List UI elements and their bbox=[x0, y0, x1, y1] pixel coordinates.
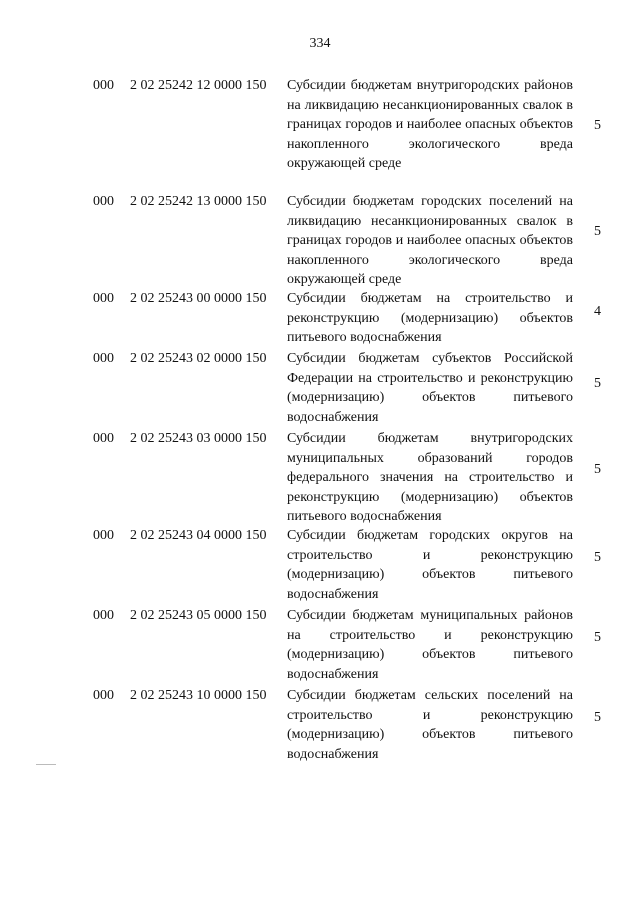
row-number: 5 bbox=[594, 118, 601, 133]
admin-code: 000 bbox=[93, 608, 114, 623]
admin-code: 000 bbox=[93, 688, 114, 703]
budget-classification-code: 2 02 25242 13 0000 150 bbox=[130, 194, 267, 209]
row-number: 5 bbox=[594, 710, 601, 725]
row-number: 4 bbox=[594, 304, 601, 319]
admin-code: 000 bbox=[93, 431, 114, 446]
budget-classification-code: 2 02 25242 12 0000 150 bbox=[130, 78, 267, 93]
budget-classification-code: 2 02 25243 10 0000 150 bbox=[130, 688, 267, 703]
row-description: Субсидии бюджетам субъектов Российской Федерации на строительство и реконструкцию (модернизацию) объектов питьевого водоснабжения bbox=[287, 351, 573, 425]
row-description: Субсидии бюджетам внутригородских районов на ликвидацию несанкционированных свалок в границах городов и наиболее опасных объектов накопленного экологического вреда окружающей среде bbox=[287, 78, 573, 171]
budget-classification-code: 2 02 25243 05 0000 150 bbox=[130, 608, 267, 623]
admin-code: 000 bbox=[93, 351, 114, 366]
row-number: 5 bbox=[594, 630, 601, 645]
budget-classification-code: 2 02 25243 00 0000 150 bbox=[130, 291, 267, 306]
row-number: 5 bbox=[594, 462, 601, 477]
row-description: Субсидии бюджетам муниципальных районов на строительство и реконструкцию (модернизацию) объектов питьевого водоснабжения bbox=[287, 608, 573, 682]
budget-classification-code: 2 02 25243 03 0000 150 bbox=[130, 431, 267, 446]
row-number: 5 bbox=[594, 550, 601, 565]
budget-classification-code: 2 02 25243 02 0000 150 bbox=[130, 351, 267, 366]
admin-code: 000 bbox=[93, 528, 114, 543]
row-description: Субсидии бюджетам сельских поселений на строительство и реконструкцию (модернизацию) объектов питьевого водоснабжения bbox=[287, 688, 573, 762]
budget-classification-code: 2 02 25243 04 0000 150 bbox=[130, 528, 267, 543]
admin-code: 000 bbox=[93, 194, 114, 209]
row-description: Субсидии бюджетам городских округов на строительство и реконструкцию (модернизацию) объектов питьевого водоснабжения bbox=[287, 528, 573, 602]
scan-margin-mark bbox=[36, 764, 56, 765]
row-description: Субсидии бюджетам внутригородских муниципальных образований городов федерального значения на строительство и реконструкцию (модернизацию) объектов питьевого водоснабжения bbox=[287, 431, 573, 524]
row-description: Субсидии бюджетам на строительство и реконструкцию (модернизацию) объектов питьевого водоснабжения bbox=[287, 291, 573, 345]
row-number: 5 bbox=[594, 224, 601, 239]
page-number: 334 bbox=[309, 36, 331, 51]
row-number: 5 bbox=[594, 376, 601, 391]
row-description: Субсидии бюджетам городских поселений на ликвидацию несанкционированных свалок в границах городов и наиболее опасных объектов накопленного экологического вреда окружающей среде bbox=[287, 194, 573, 287]
admin-code: 000 bbox=[93, 291, 114, 306]
admin-code: 000 bbox=[93, 78, 114, 93]
